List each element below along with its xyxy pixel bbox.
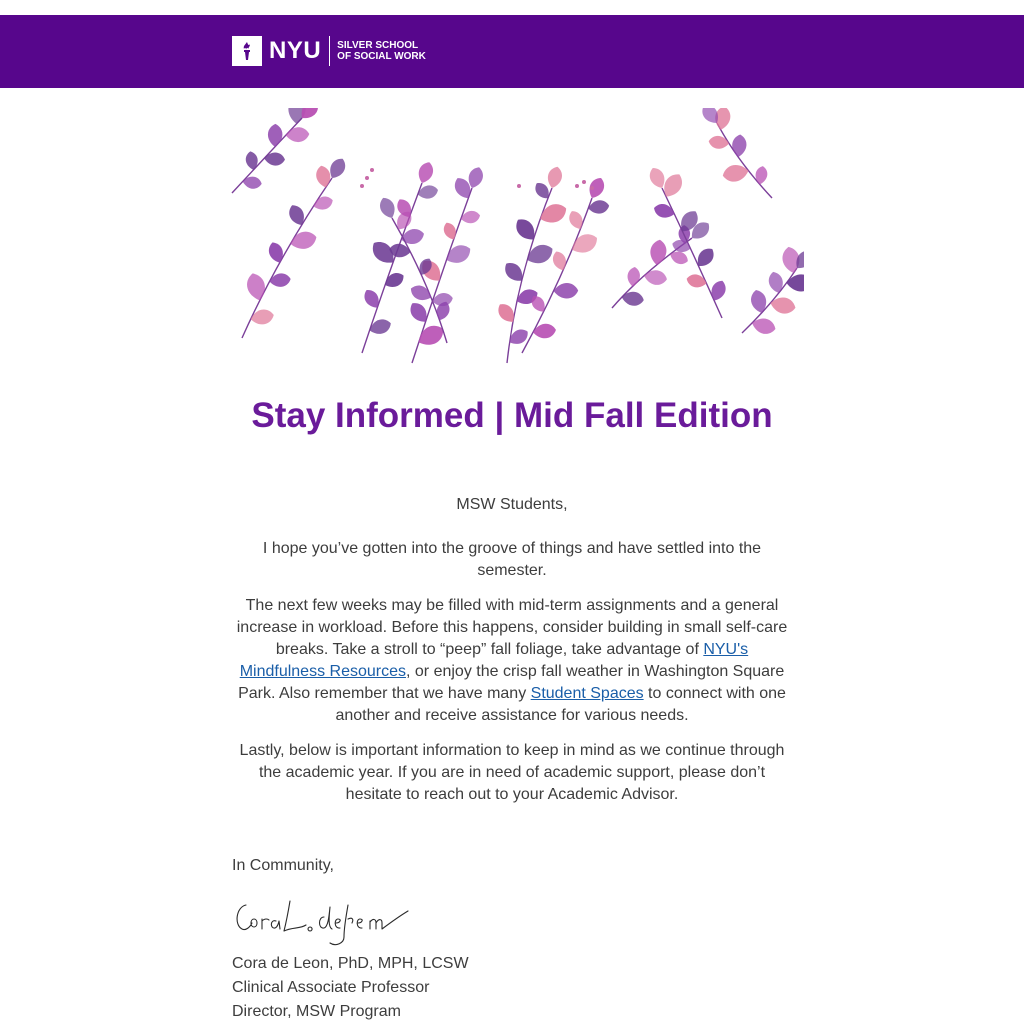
leaf bbox=[693, 245, 717, 271]
leaf bbox=[786, 274, 804, 291]
leaf bbox=[643, 269, 668, 287]
leaf bbox=[754, 165, 769, 185]
leaf bbox=[769, 295, 797, 316]
leaf bbox=[314, 164, 332, 189]
paint-dot bbox=[517, 184, 521, 188]
page-title: Stay Informed | Mid Fall Edition bbox=[251, 396, 773, 435]
signer-name: Cora de Leon, PhD, MPH, LCSW bbox=[232, 955, 469, 972]
logo-school-name bbox=[337, 40, 426, 62]
nyu-silver-logo[interactable] bbox=[232, 35, 426, 67]
signature-block bbox=[232, 952, 469, 1024]
paragraph-self-care bbox=[232, 595, 792, 727]
leaf bbox=[626, 266, 641, 287]
leaf bbox=[749, 288, 769, 315]
torch-icon bbox=[232, 36, 262, 66]
leaf bbox=[266, 240, 286, 265]
leaf bbox=[416, 184, 439, 201]
paint-dot bbox=[575, 184, 579, 188]
leaf bbox=[288, 229, 318, 252]
handwritten-signature bbox=[232, 893, 412, 949]
leaf bbox=[242, 175, 262, 189]
leaf bbox=[586, 175, 608, 201]
leaf bbox=[286, 202, 308, 228]
leaf-stem bbox=[232, 118, 302, 193]
leaf bbox=[566, 208, 586, 231]
paragraph-support: Lastly, below is important information to keep in mind as we continue through the academic year. If you are in need of academic support, please don’t hesitate to reach out to your Academic Advisor. bbox=[239, 742, 785, 803]
leaf bbox=[731, 134, 747, 158]
paint-dot bbox=[582, 180, 586, 184]
leaf bbox=[264, 152, 286, 166]
leaf bbox=[249, 308, 275, 327]
logo-school-line2: OF SOCIAL WORK bbox=[337, 51, 426, 62]
leaf bbox=[406, 299, 431, 326]
leaf-stem bbox=[717, 123, 772, 198]
paint-dot bbox=[370, 168, 374, 172]
leaf bbox=[415, 160, 435, 185]
leaf bbox=[685, 273, 708, 290]
leaf bbox=[377, 195, 399, 221]
leaf bbox=[652, 202, 676, 221]
leaf bbox=[532, 323, 556, 340]
header-bar bbox=[0, 15, 1024, 88]
paint-dot bbox=[360, 184, 364, 188]
paint-dot bbox=[365, 176, 369, 180]
leaf bbox=[361, 287, 383, 311]
leaf bbox=[367, 317, 393, 337]
signer-role: Director, MSW Program bbox=[232, 1003, 401, 1020]
leaf bbox=[244, 150, 259, 171]
leaf bbox=[568, 230, 600, 257]
leaf bbox=[285, 127, 309, 143]
leaf bbox=[550, 249, 569, 272]
leaf bbox=[269, 272, 292, 288]
leaf bbox=[408, 282, 434, 304]
logo-school-line1: SILVER SCHOOL bbox=[337, 40, 419, 51]
signer-title: Clinical Associate Professor bbox=[232, 979, 430, 996]
leaf bbox=[443, 241, 474, 267]
leaf bbox=[268, 124, 283, 147]
leaves-illustration bbox=[222, 108, 804, 368]
greeting: MSW Students, bbox=[456, 496, 568, 513]
leaf bbox=[244, 271, 268, 302]
leaf bbox=[382, 270, 406, 291]
leaf bbox=[501, 259, 527, 286]
paint-dot bbox=[590, 186, 594, 190]
leaf bbox=[767, 270, 786, 295]
leaf bbox=[708, 135, 730, 150]
message-body bbox=[232, 494, 792, 819]
logo-wordmark: NYU bbox=[269, 37, 322, 64]
mindfulness-resources-link[interactable]: NYU's Mindfulness Resources bbox=[239, 641, 749, 680]
closing-line: In Community, bbox=[232, 857, 334, 874]
paragraph-text: The next few weeks may be filled with mid-term assignments and a general increase in workload. Before this happens, consider building in small self-care breaks. Take a stroll to “peep” fall foliage, take advantage of bbox=[236, 597, 788, 658]
leaf bbox=[708, 278, 729, 303]
leaf bbox=[414, 321, 447, 350]
paragraph-text: to connect with one another and receive assistance for various needs. bbox=[335, 685, 786, 724]
leaf bbox=[553, 283, 578, 299]
paragraph-text: , or enjoy the crisp fall weather in Washington Square Park. Also remember that we have many bbox=[238, 663, 785, 702]
leaf bbox=[399, 227, 426, 247]
leaf bbox=[512, 215, 540, 244]
logo-divider bbox=[329, 36, 330, 66]
leaf bbox=[721, 163, 750, 184]
leaf bbox=[545, 165, 564, 190]
leaf bbox=[312, 194, 335, 212]
leaf bbox=[750, 316, 777, 337]
leaf bbox=[621, 290, 645, 307]
paragraph-intro: I hope you’ve gotten into the groove of things and have settled into the semester. bbox=[262, 540, 762, 579]
leaf bbox=[649, 239, 668, 266]
student-spaces-link[interactable]: Student Spaces bbox=[530, 685, 644, 702]
